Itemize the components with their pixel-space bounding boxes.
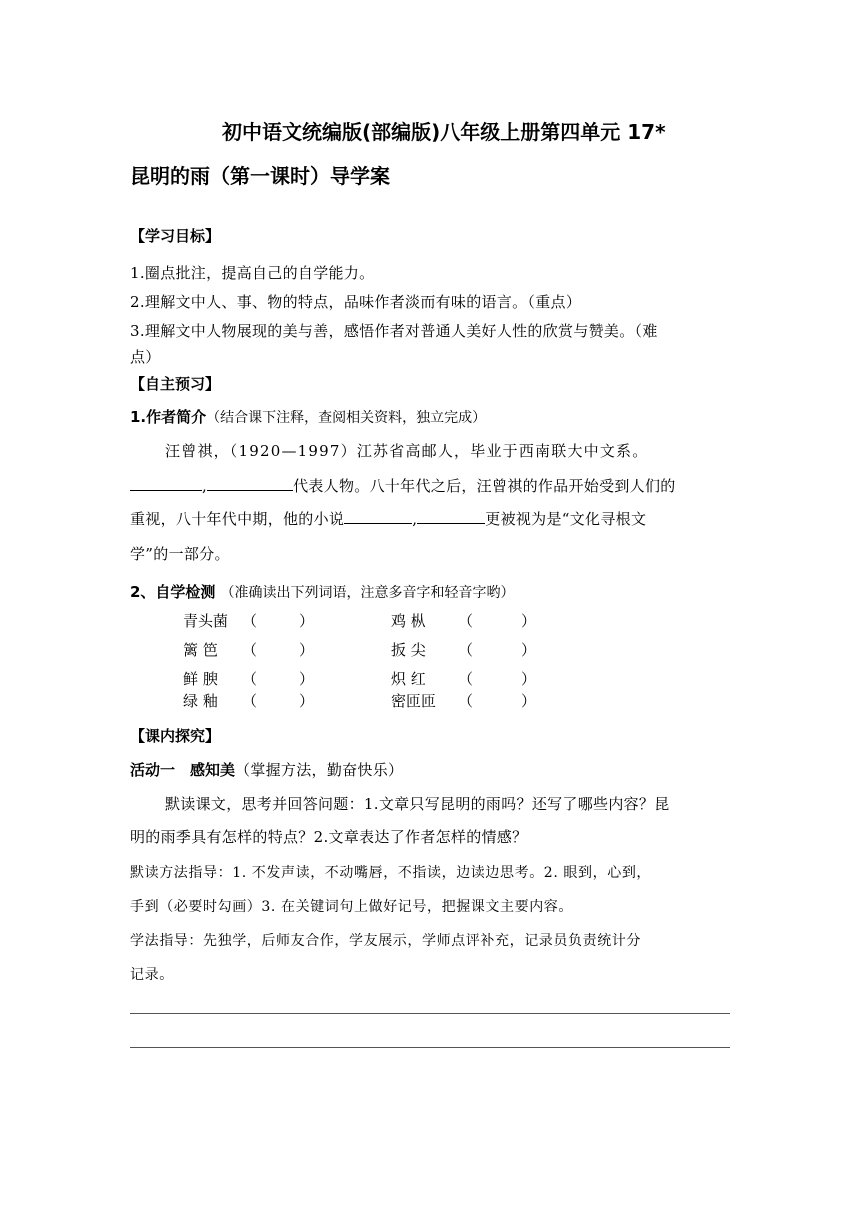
- method-line-1: 默读方法指导：1. 不发声读，不动嘴唇，不指读，边读边思考。2. 眼到，心到，: [130, 865, 652, 881]
- vocab-word: 篱 笆: [183, 641, 218, 659]
- author-intro-note: （结合课下注释，查阅相关资料，独立完成）: [206, 410, 487, 426]
- author-intro-label: 1.作者简介: [130, 408, 207, 426]
- title-line-1: 初中语文统编版(部编版)八年级上册第四单元 17*: [222, 120, 666, 144]
- author-line-3-tail: 更被视为是“文化寻根文: [485, 510, 647, 528]
- vocab-word: 鲜 腴: [183, 670, 218, 688]
- vocab-blank[interactable]: （ ）: [242, 612, 319, 630]
- vocab-word: 绿 釉: [183, 692, 218, 710]
- vocab-blank[interactable]: （ ）: [458, 641, 543, 659]
- study-guide-line-2: 记录。: [130, 967, 174, 983]
- activity-one-row: [130, 759, 403, 780]
- author-intro-row: [130, 406, 486, 427]
- task-line-1: 默读课文，思考并回答问题：1.文章只写昆明的雨吗？还写了哪些内容？昆: [165, 795, 670, 813]
- vocab-blank[interactable]: （ ）: [458, 692, 543, 710]
- study-guide-line-1: 学法指导：先独学，后师友合作，学友展示，学师点评补充，记录员负责统计分: [130, 933, 641, 949]
- goal-item-2: 2.理解文中人、事、物的特点，品味作者淡而有味的语言。（重点）: [130, 293, 582, 311]
- goal-item-1: 1.圈点批注，提高自己的自学能力。: [130, 264, 375, 282]
- vocab-word: 扳 尖: [391, 641, 426, 659]
- answer-line[interactable]: [130, 1047, 730, 1048]
- self-check-note: （准确读出下列词语，注意多音字和轻音字哟）: [220, 585, 515, 601]
- vocab-word: 鸡 枞: [391, 612, 426, 630]
- author-line-2: , 代表人物。八十年代之后，汪曾祺的作品开始受到人们的: [130, 475, 676, 496]
- vocab-word: 青头菌: [183, 612, 229, 630]
- vocab-blank[interactable]: （ ）: [242, 692, 319, 710]
- vocab-blank[interactable]: （ ）: [242, 670, 319, 688]
- fill-blank[interactable]: [344, 509, 412, 524]
- preview-heading: 【自主预习】: [130, 375, 221, 393]
- fill-blank[interactable]: [207, 476, 293, 491]
- author-line-1: 汪曾祺，（1920—1997）江苏省高邮人，毕业于西南联大中文系。: [165, 442, 649, 460]
- explore-heading: 【课内探究】: [130, 727, 221, 745]
- method-line-2: 手到（必要时勾画）3. 在关键词句上做好记号，把握课文主要内容。: [130, 899, 574, 915]
- activity-one-note: （掌握方法，勤奋快乐）: [235, 761, 404, 779]
- author-line-3-head: 重视，八十年代中期，他的小说: [130, 510, 345, 528]
- title-line-2: 昆明的雨（第一课时）导学案: [130, 164, 390, 188]
- task-line-2: 明的雨季具有怎样的特点？2.文章表达了作者怎样的情感？: [130, 828, 528, 846]
- author-line-2-text: 代表人物。八十年代之后，汪曾祺的作品开始受到人们的: [293, 477, 676, 495]
- author-line-3: 重视，八十年代中期，他的小说 , 更被视为是“文化寻根文: [130, 510, 647, 528]
- goal-item-3-line-1: 3.理解文中人物展现的美与善，感悟作者对普通人美好人性的欣赏与赞美。（难: [130, 322, 658, 340]
- goal-item-3-line-2: 点）: [130, 348, 161, 366]
- vocab-word: 密匝匝: [391, 692, 437, 710]
- goals-heading: 【学习目标】: [130, 227, 221, 245]
- fill-blank[interactable]: [417, 509, 485, 524]
- self-check-row: [130, 581, 515, 602]
- answer-line[interactable]: [130, 1013, 730, 1014]
- vocab-blank[interactable]: （ ）: [458, 670, 543, 688]
- author-line-4: 学”的一部分。: [130, 545, 230, 563]
- vocab-blank[interactable]: （ ）: [242, 641, 319, 659]
- vocab-blank[interactable]: （ ）: [458, 612, 543, 630]
- fill-blank[interactable]: [130, 476, 202, 491]
- self-check-label: 2、自学检测: [130, 583, 216, 601]
- activity-one-label: 活动一 感知美: [130, 761, 236, 779]
- vocab-word: 炽 红: [391, 670, 426, 688]
